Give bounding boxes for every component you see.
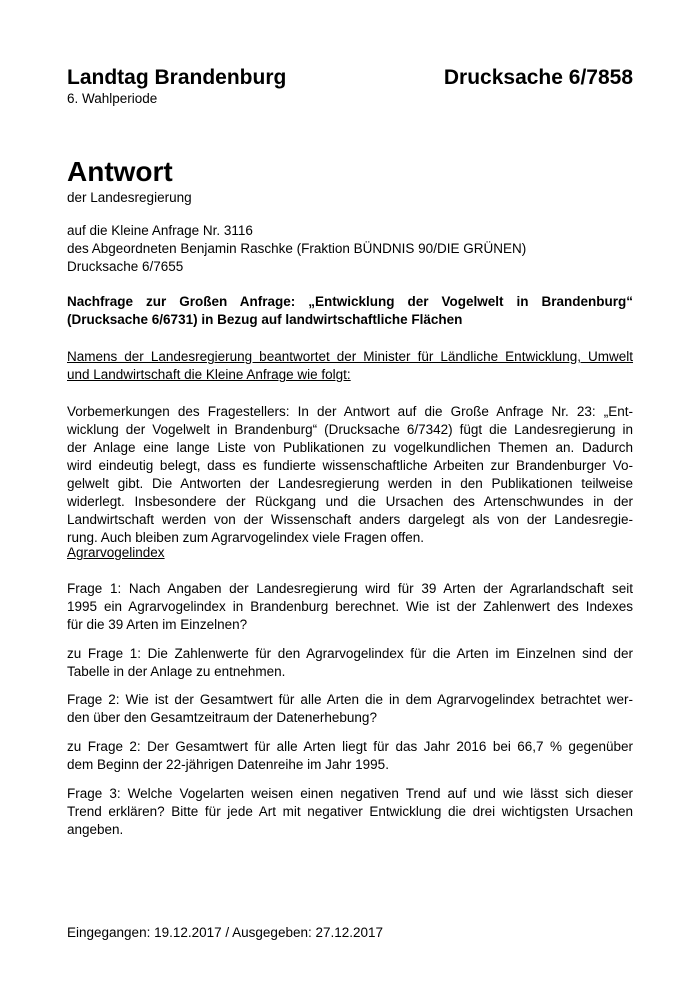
paragraph-line: der Anlage eine lange Liste von Publikationen zu vogelkundlichen Themen an. Dadurch [67, 440, 633, 455]
intro-line: Namens der Landesregierung beantwortet der Minister für Ländliche Entwicklung, Umwelt [67, 349, 633, 364]
page-subtitle: der Landesregierung [67, 190, 192, 205]
paragraph-line: den über den Gesamtzeitraum der Datenerhebung? [67, 710, 377, 725]
paragraph-line: Frage 2: Wie ist der Gesamtwert für alle Arten die in dem Agrarvogelindex betrachtet wer- [67, 692, 633, 707]
paragraph-line: Frage 1: Nach Angaben der Landesregierung wird für 39 Arten der Agrarlandschaft seit [67, 581, 633, 596]
question-1 [67, 580, 633, 634]
legislative-period: 6. Wahlperiode [67, 91, 158, 106]
answer-2 [67, 738, 633, 774]
paragraph-line: Frage 3: Welche Vogelarten weisen einen negativen Trend auf und wie lässt sich dieser [67, 786, 633, 801]
intro-line: und Landwirtschaft die Kleine Anfrage wie folgt: [67, 367, 351, 382]
answer-1 [67, 645, 633, 681]
organization-name: Landtag Brandenburg [67, 66, 287, 89]
question-3 [67, 785, 633, 839]
paragraph-line: widerlegt. Insbesondere der Rückgang und die Ursachen des Artenschwundes in der [67, 494, 633, 509]
subject-line: Nachfrage zur Großen Anfrage: „Entwicklung der Vogelwelt in Brandenburg“ [67, 294, 633, 309]
paragraph-line: 1995 ein Agrarvogelindex in Brandenburg berechnet. Wie ist der Zahlenwert des Indexes [67, 599, 633, 614]
request-author: des Abgeordneten Benjamin Raschke (Fraktion BÜNDNIS 90/DIE GRÜNEN) [67, 241, 527, 256]
paragraph-line: gelwelt gibt. Die Antworten der Landesregierung werden in den Publikationen teilweise [67, 476, 633, 491]
paragraph-line: wird eindeutig belegt, dass es fundierte wissenschaftliche Arbeiten zur Brandenburger Vo- [67, 458, 633, 473]
paragraph-line: Tabelle in der Anlage zu entnehmen. [67, 664, 286, 679]
subject-line: (Drucksache 6/6731) in Bezug auf landwirtschaftliche Flächen [67, 312, 463, 327]
paragraph-line: Vorbemerkungen des Fragestellers: In der Antwort auf die Große Anfrage Nr. 23: „Ent- [67, 404, 633, 419]
paragraph-line: zu Frage 1: Die Zahlenwerte für den Agrarvogelindex für die Arten im Einzelnen sind der [67, 646, 633, 661]
paragraph-line: wicklung der Vogelwelt in Brandenburg“ (Drucksache 6/7342) fügt die Landesregierung in [67, 422, 633, 437]
dates-line: Eingegangen: 19.12.2017 / Ausgegeben: 27.12.2017 [67, 925, 384, 940]
paragraph-line: Trend erklären? Bitte für jede Art mit negativer Entwicklung die drei wichtigsten Ursachen [67, 804, 633, 819]
document-footer [67, 924, 633, 942]
paragraph-line: für die 39 Arten im Einzelnen? [67, 617, 248, 632]
paragraph-line: zu Frage 2: Der Gesamtwert für alle Arten liegt für das Jahr 2016 bei 66,7 % gegenüber [67, 739, 633, 754]
question-2 [67, 691, 633, 727]
paragraph-line: dem Beginn der 22-jährigen Datenreihe im Jahr 1995. [67, 757, 389, 772]
document-number: Drucksache 6/7858 [443, 66, 633, 89]
preliminary-remarks [67, 403, 633, 547]
page-title: Antwort [67, 156, 173, 187]
request-document: Drucksache 6/7655 [67, 259, 184, 274]
paragraph-line: rung. Auch bleiben zum Agrarvogelindex viele Fragen offen. [67, 530, 424, 545]
paragraph-line: Landwirtschaft werden von der Wissenschaft anders dargelegt als von der Landesregie- [67, 512, 633, 527]
request-number: auf die Kleine Anfrage Nr. 3116 [67, 223, 253, 238]
intro-statement [67, 348, 633, 384]
paragraph-line: angeben. [67, 822, 124, 837]
subject-heading [67, 293, 633, 329]
request-reference [67, 222, 633, 276]
section-heading-text: Agrarvogelindex [67, 545, 165, 560]
section-heading [67, 544, 633, 562]
